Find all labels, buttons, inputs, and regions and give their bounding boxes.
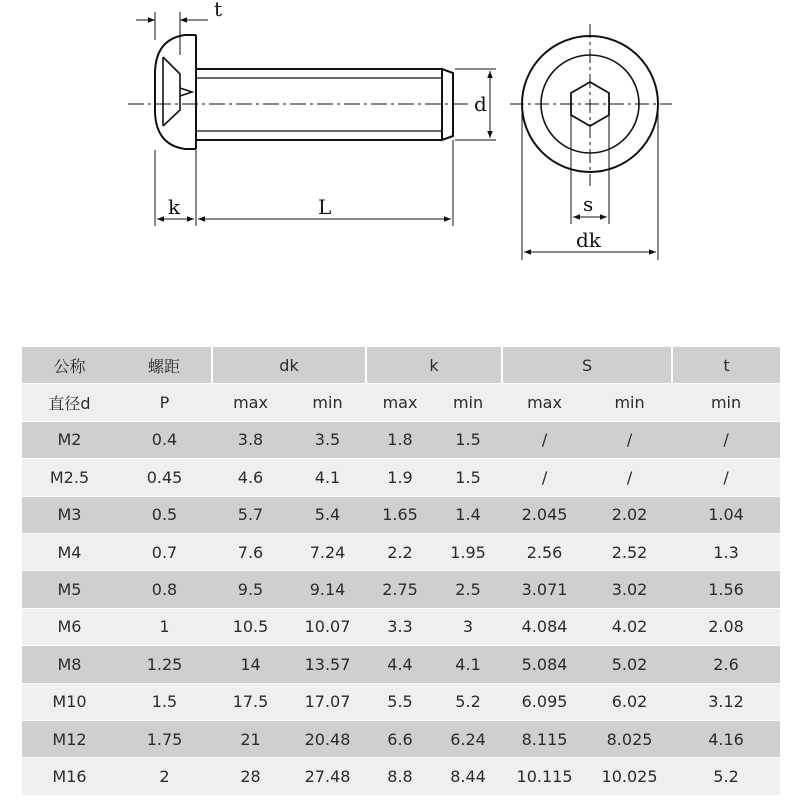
- cell-dk-min: 7.24: [289, 533, 366, 570]
- dimension-t: [136, 12, 208, 55]
- cell-k-max: 1.65: [366, 496, 434, 533]
- label-L: L: [318, 195, 332, 219]
- cell-k-max: 1.9: [366, 459, 434, 496]
- label-d: d: [474, 92, 487, 116]
- cell-dk-min: 4.1: [289, 459, 366, 496]
- label-t: t: [214, 0, 223, 21]
- table-row: [22, 533, 780, 570]
- cell-t-min: 1.04: [672, 496, 780, 533]
- table-row: [22, 459, 780, 496]
- cell-size: M10: [22, 683, 117, 720]
- table-row: [22, 608, 780, 645]
- cell-k-max: 3.3: [366, 608, 434, 645]
- button-head-screw-drawing: [0, 0, 800, 300]
- cell-s-min: /: [587, 421, 672, 458]
- label-s: s: [583, 192, 594, 216]
- cell-pitch: 0.45: [117, 459, 212, 496]
- cell-dk-min: 17.07: [289, 683, 366, 720]
- cell-pitch: 2: [117, 758, 212, 795]
- cell-pitch: 0.5: [117, 496, 212, 533]
- header-diameter: 直径d: [22, 384, 117, 421]
- cell-t-min: 5.2: [672, 758, 780, 795]
- cell-s-min: 2.52: [587, 533, 672, 570]
- side-view: [155, 35, 453, 149]
- cell-dk-max: 3.8: [212, 421, 289, 458]
- cell-dk-min: 9.14: [289, 571, 366, 608]
- cell-s-max: 3.071: [502, 571, 587, 608]
- cell-size: M8: [22, 646, 117, 683]
- cell-s-min: 5.02: [587, 646, 672, 683]
- cell-dk-max: 10.5: [212, 608, 289, 645]
- label-k: k: [168, 195, 181, 219]
- cell-dk-min: 3.5: [289, 421, 366, 458]
- cell-s-min: 3.02: [587, 571, 672, 608]
- cell-dk-max: 9.5: [212, 571, 289, 608]
- header-s-max: max: [502, 384, 587, 421]
- cell-k-max: 2.75: [366, 571, 434, 608]
- table-header-row-1: [22, 347, 780, 384]
- cell-dk-min: 5.4: [289, 496, 366, 533]
- cell-t-min: /: [672, 421, 780, 458]
- cell-k-min: 2.5: [434, 571, 502, 608]
- cell-pitch: 1.25: [117, 646, 212, 683]
- cell-k-min: 1.5: [434, 421, 502, 458]
- cell-dk-max: 21: [212, 720, 289, 757]
- cell-s-max: 8.115: [502, 720, 587, 757]
- cell-dk-min: 20.48: [289, 720, 366, 757]
- cell-s-max: 10.115: [502, 758, 587, 795]
- cell-k-min: 5.2: [434, 683, 502, 720]
- cell-t-min: 1.3: [672, 533, 780, 570]
- cell-dk-max: 28: [212, 758, 289, 795]
- cell-s-max: 5.084: [502, 646, 587, 683]
- cell-t-min: 3.12: [672, 683, 780, 720]
- cell-k-min: 3: [434, 608, 502, 645]
- end-center-lines: [510, 24, 672, 186]
- cell-k-max: 8.8: [366, 758, 434, 795]
- cell-k-max: 4.4: [366, 646, 434, 683]
- cell-pitch: 0.4: [117, 421, 212, 458]
- table-body: [22, 421, 780, 795]
- cell-s-min: /: [587, 459, 672, 496]
- cell-dk-max: 14: [212, 646, 289, 683]
- cell-size: M2: [22, 421, 117, 458]
- header-pitch: 螺距: [117, 347, 212, 384]
- cell-size: M6: [22, 608, 117, 645]
- cell-size: M4: [22, 533, 117, 570]
- cell-dk-max: 4.6: [212, 459, 289, 496]
- cell-size: M3: [22, 496, 117, 533]
- cell-pitch: 1.5: [117, 683, 212, 720]
- header-p: P: [117, 384, 212, 421]
- cell-k-min: 4.1: [434, 646, 502, 683]
- header-nominal: 公称: [22, 347, 117, 384]
- cell-s-min: 8.025: [587, 720, 672, 757]
- cell-k-max: 5.5: [366, 683, 434, 720]
- label-dk: dk: [576, 228, 601, 252]
- cell-t-min: 2.6: [672, 646, 780, 683]
- header-dk-min: min: [289, 384, 366, 421]
- cell-s-min: 6.02: [587, 683, 672, 720]
- cell-dk-max: 5.7: [212, 496, 289, 533]
- cell-dk-min: 13.57: [289, 646, 366, 683]
- table-row: [22, 421, 780, 458]
- cell-size: M5: [22, 571, 117, 608]
- cell-pitch: 1.75: [117, 720, 212, 757]
- table-row: [22, 683, 780, 720]
- cell-pitch: 0.7: [117, 533, 212, 570]
- cell-size: M12: [22, 720, 117, 757]
- header-t: t: [672, 347, 780, 384]
- table-header-row-2: [22, 384, 780, 421]
- header-s-min: min: [587, 384, 672, 421]
- cell-k-max: 6.6: [366, 720, 434, 757]
- cell-dk-max: 17.5: [212, 683, 289, 720]
- cell-t-min: 4.16: [672, 720, 780, 757]
- cell-k-min: 1.95: [434, 533, 502, 570]
- header-k: k: [366, 347, 502, 384]
- cell-pitch: 1: [117, 608, 212, 645]
- hex-socket-side: [163, 57, 192, 126]
- cell-k-min: 8.44: [434, 758, 502, 795]
- cell-k-max: 1.8: [366, 421, 434, 458]
- cell-s-max: 4.084: [502, 608, 587, 645]
- cell-dk-min: 27.48: [289, 758, 366, 795]
- cell-s-max: /: [502, 421, 587, 458]
- header-dk-max: max: [212, 384, 289, 421]
- dimension-spec-table: [22, 347, 780, 796]
- cell-k-min: 6.24: [434, 720, 502, 757]
- cell-size: M2.5: [22, 459, 117, 496]
- cell-dk-max: 7.6: [212, 533, 289, 570]
- cell-t-min: 1.56: [672, 571, 780, 608]
- cell-s-max: /: [502, 459, 587, 496]
- cell-s-min: 10.025: [587, 758, 672, 795]
- table-row: [22, 646, 780, 683]
- cell-k-min: 1.4: [434, 496, 502, 533]
- table-row: [22, 496, 780, 533]
- table-row: [22, 720, 780, 757]
- cell-s-max: 2.045: [502, 496, 587, 533]
- cell-s-min: 2.02: [587, 496, 672, 533]
- table-row: [22, 571, 780, 608]
- cell-t-min: /: [672, 459, 780, 496]
- cell-k-min: 1.5: [434, 459, 502, 496]
- cell-s-max: 6.095: [502, 683, 587, 720]
- cell-s-min: 4.02: [587, 608, 672, 645]
- cell-s-max: 2.56: [502, 533, 587, 570]
- header-k-max: max: [366, 384, 434, 421]
- header-s: S: [502, 347, 672, 384]
- cell-k-max: 2.2: [366, 533, 434, 570]
- cell-dk-min: 10.07: [289, 608, 366, 645]
- cell-pitch: 0.8: [117, 571, 212, 608]
- cell-t-min: 2.08: [672, 608, 780, 645]
- header-k-min: min: [434, 384, 502, 421]
- table-row: [22, 758, 780, 795]
- dimension-k-l: [155, 140, 453, 226]
- cell-size: M16: [22, 758, 117, 795]
- header-dk: dk: [212, 347, 366, 384]
- header-t-min: min: [672, 384, 780, 421]
